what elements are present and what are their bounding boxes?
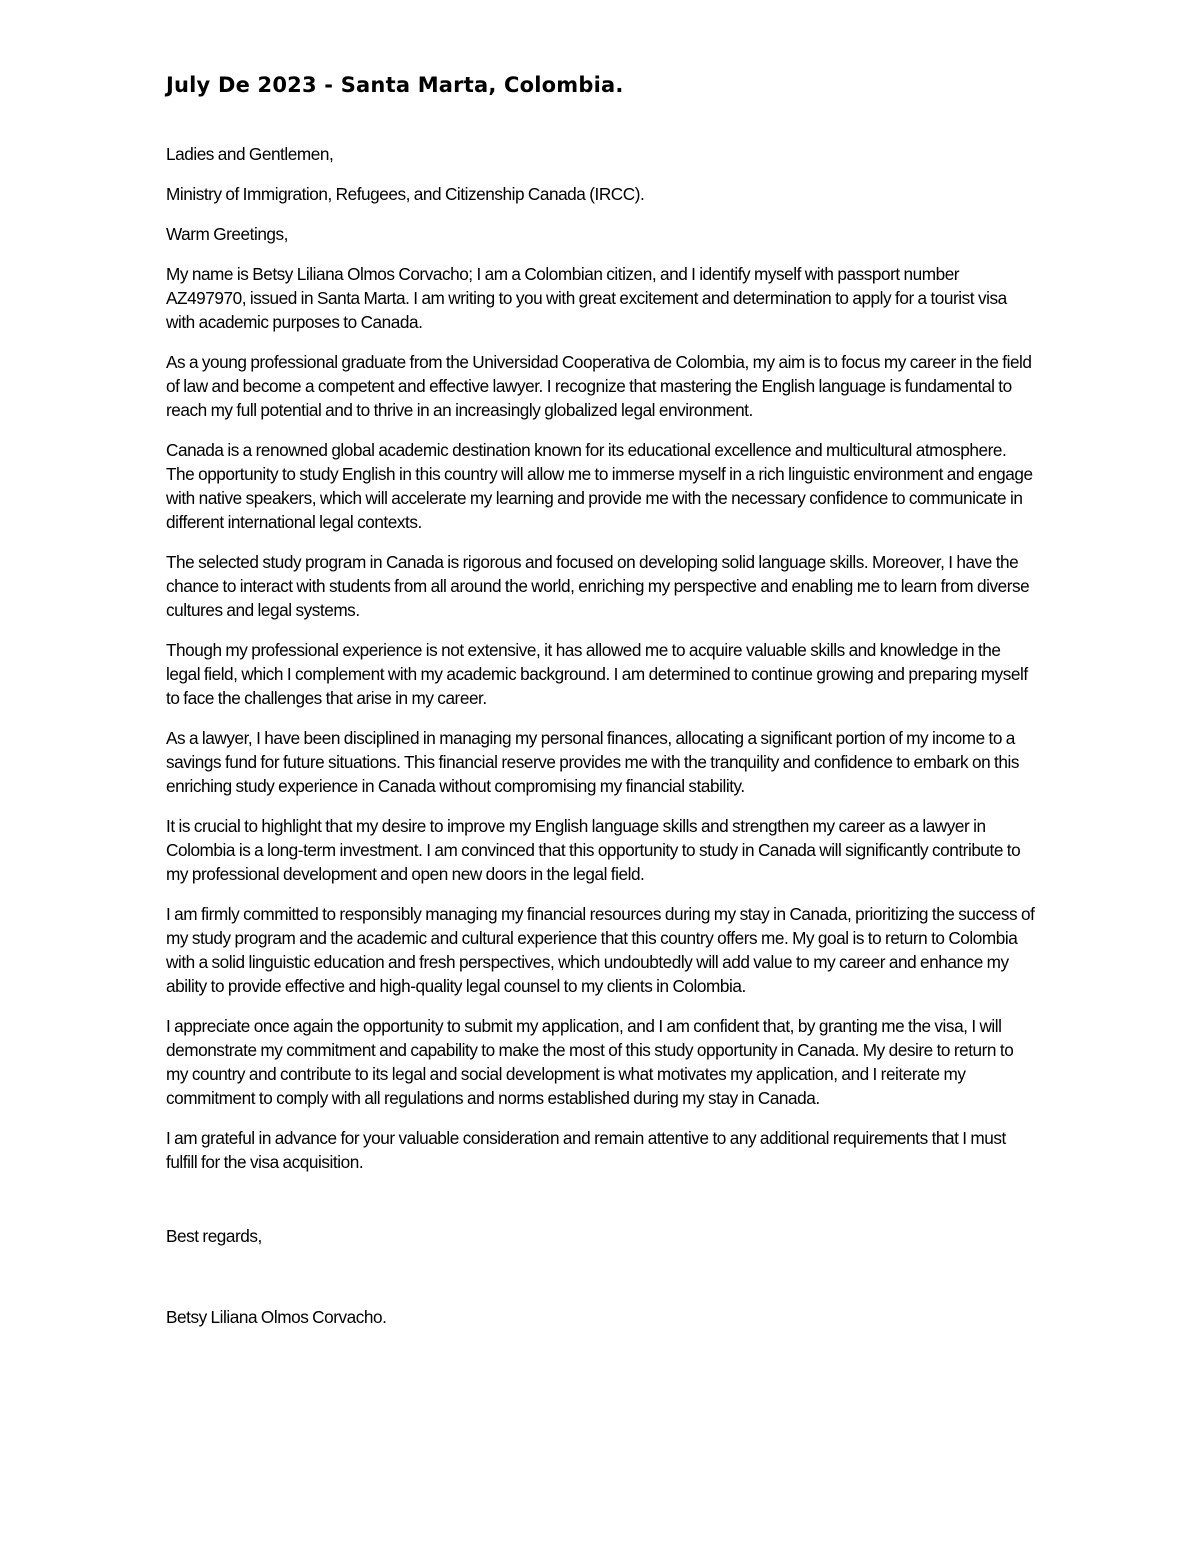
paragraph: As a lawyer, I have been disciplined in managing my personal finances, allocating a significant portion of my income to a savings fund for future situations. This financial reserve provides me with the tranquility and confidence to embark on this enriching study experience in Canada without compromising my financial stability. — [166, 728, 1019, 796]
paragraph: I am grateful in advance for your valuable consideration and remain attentive to any additional requirements that I must fulfill for the visa acquisition. — [166, 1128, 1006, 1172]
paragraph: It is crucial to highlight that my desire to improve my English language skills and strengthen my career as a lawyer in Colombia is a long-term investment. I am convinced that this opportunity to study in Canada will significantly contribute to my professional development and open new doors in the legal field. — [166, 816, 1021, 884]
paragraph: My name is Betsy Liliana Olmos Corvacho; I am a Colombian citizen, and I identify myself with passport number AZ497970, issued in Santa Marta. I am writing to you with great excitement and determination to apply for a tourist visa with academic purposes to Canada. — [166, 264, 1007, 332]
letter-body — [166, 142, 1036, 1329]
salutation: Ladies and Gentlemen, — [166, 144, 334, 164]
closing-line: Best regards, — [166, 1226, 262, 1246]
paragraph: Canada is a renowned global academic destination known for its educational excellence and multicultural atmosphere. The opportunity to study English in this country will allow me to immerse myself in a rich linguistic environment and engage with native speakers, which will accelerate my learning and provide me with the necessary confidence to communicate in different international legal contexts. — [166, 440, 1033, 532]
signature-line: Betsy Liliana Olmos Corvacho. — [166, 1307, 387, 1327]
date-line: July De 2023 - Santa Marta, Colombia. — [166, 73, 624, 97]
paragraph: As a young professional graduate from the Universidad Cooperativa de Colombia, my aim is to focus my career in the field of law and become a competent and effective lawyer. I recognize that mastering the English language is fundamental to reach my full potential and to thrive in an increasingly globalized legal environment. — [166, 352, 1032, 420]
paragraph: The selected study program in Canada is rigorous and focused on developing solid language skills. Moreover, I have the chance to interact with students from all around the world, enriching my perspective and enabling me to learn from diverse cultures and legal systems. — [166, 552, 1030, 620]
paragraph: Though my professional experience is not extensive, it has allowed me to acquire valuable skills and knowledge in the legal field, which I complement with my academic background. I am determined to continue growing and preparing myself to face the challenges that arise in my career. — [166, 640, 1028, 708]
recipient-line: Ministry of Immigration, Refugees, and Citizenship Canada (IRCC). — [166, 184, 645, 204]
greeting-line: Warm Greetings, — [166, 224, 288, 244]
paragraph: I appreciate once again the opportunity to submit my application, and I am confident that, by granting me the visa, I will demonstrate my commitment and capability to make the most of this study opportunity in Canada. My desire to return to my country and contribute to its legal and social development is what motivates my application, and I reiterate my commitment to comply with all regulations and norms established during my stay in Canada. — [166, 1016, 1014, 1108]
paragraph: I am firmly committed to responsibly managing my financial resources during my stay in Canada, prioritizing the success of my study program and the academic and cultural experience that this country offers me. My goal is to return to Colombia with a solid linguistic education and fresh perspectives, which undoubtedly will add value to my career and enhance my ability to provide effective and high-quality legal counsel to my clients in Colombia. — [166, 904, 1035, 996]
letter-page — [166, 70, 1036, 1345]
